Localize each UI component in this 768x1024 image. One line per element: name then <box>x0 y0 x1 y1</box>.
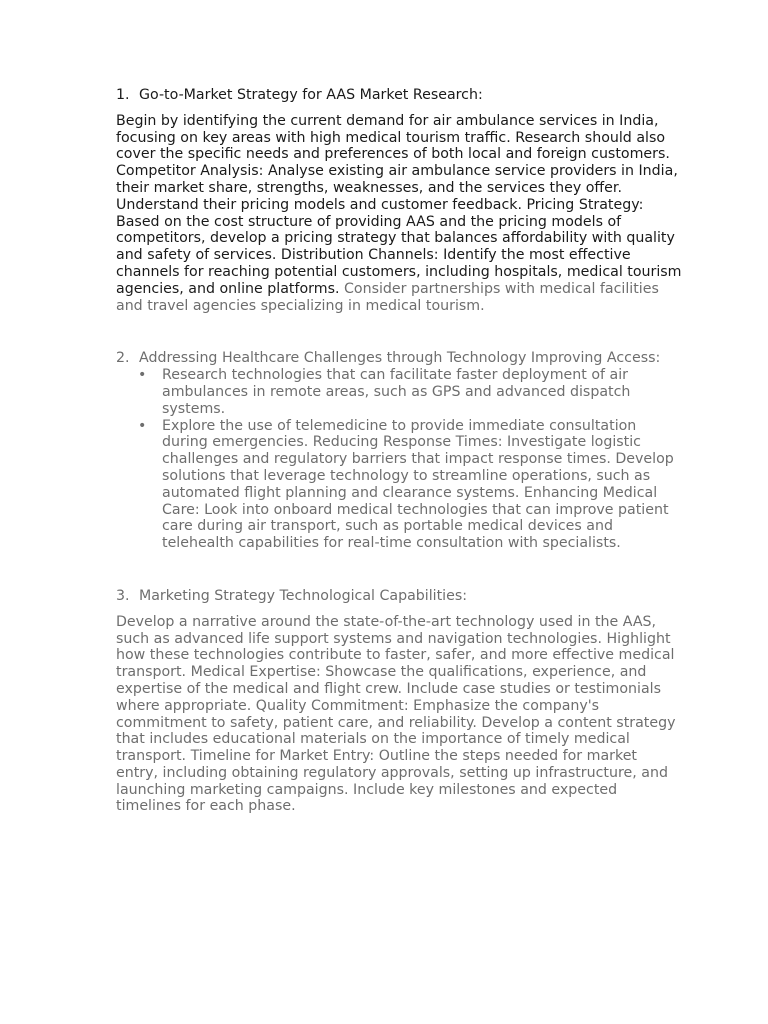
section-1-title: Go-to-Market Strategy for AAS Market Research: <box>139 87 483 103</box>
document-content <box>116 87 682 815</box>
bullet-text: Explore the use of telemedicine to provide immediate consultation during emergencies. Reducing Response Times: Investigate logistic challenges and regulatory barriers that impact response times. Develop solutions that leverage technology to streamline operations, such as automated flight planning and clearance systems. Enhancing Medical Care: Look into onboard medical technologies that can improve patient care during air transport, such as portable medical devices and telehealth capabilities for real-time consultation with specialists. <box>162 417 674 552</box>
section-1-body-dark: Begin by identifying the current demand for air ambulance services in India, focusing on key areas with high medical tourism traffic. Research should also cover the specific needs and preferences of both local and foreign customers. Competitor Analysis: Analyse existing air ambulance service providers in India, their market share, strengths, weaknesses, and the services they offer. Understand their pricing models and customer feedback. Pricing Strategy: Based on the cost structure of providing AAS and the pricing models of competitors, develop a pricing strategy that balances affordability with quality and safety of services. Distribution Channels: Identify the most effective channels for reaching potential customers, including hospitals, medical tourism agencies, and online platforms. <box>116 112 682 297</box>
list-item <box>116 367 682 417</box>
list-item <box>116 418 682 552</box>
section-3-title: Marketing Strategy Technological Capabilities: <box>139 587 468 604</box>
section-2-title: Addressing Healthcare Challenges through Technology Improving Access: <box>139 350 661 367</box>
section-1-heading <box>116 87 682 104</box>
section-1-body-gray: Consider partnerships with medical facilities and travel agencies specializing in medical tourism. <box>116 280 659 314</box>
section-2-bullet-list <box>116 367 682 552</box>
section-2-heading <box>116 350 682 367</box>
section-3-number: 3. <box>116 587 130 604</box>
bullet-text: Research technologies that can facilitate faster deployment of air ambulances in remote areas, such as GPS and advanced dispatch systems. <box>162 367 631 417</box>
section-2-number: 2. <box>116 350 130 367</box>
section-1-body <box>116 113 682 315</box>
bullet-icon: • <box>138 417 147 434</box>
bullet-icon: • <box>138 367 147 384</box>
section-1-number: 1. <box>116 87 130 103</box>
section-3-body: Develop a narrative around the state-of-the-art technology used in the AAS, such as advanced life support systems and navigation technologies. Highlight how these technologies contribute to faster, safer, and more effective medical transport. Medical Expertise: Showcase the qualifications, experience, and expertise of the medical and flight crew. Include case studies or testimonials where appropriate. Quality Commitment: Emphasize the company's commitment to safety, patient care, and reliability. Develop a content strategy that includes educational materials on the importance of timely medical transport. Timeline for Market Entry: Outline the steps needed for market entry, including obtaining regulatory approvals, setting up infrastructure, and launching marketing campaigns. Include key milestones and expected timelines for each phase. <box>116 613 676 815</box>
section-3-heading <box>116 588 682 605</box>
